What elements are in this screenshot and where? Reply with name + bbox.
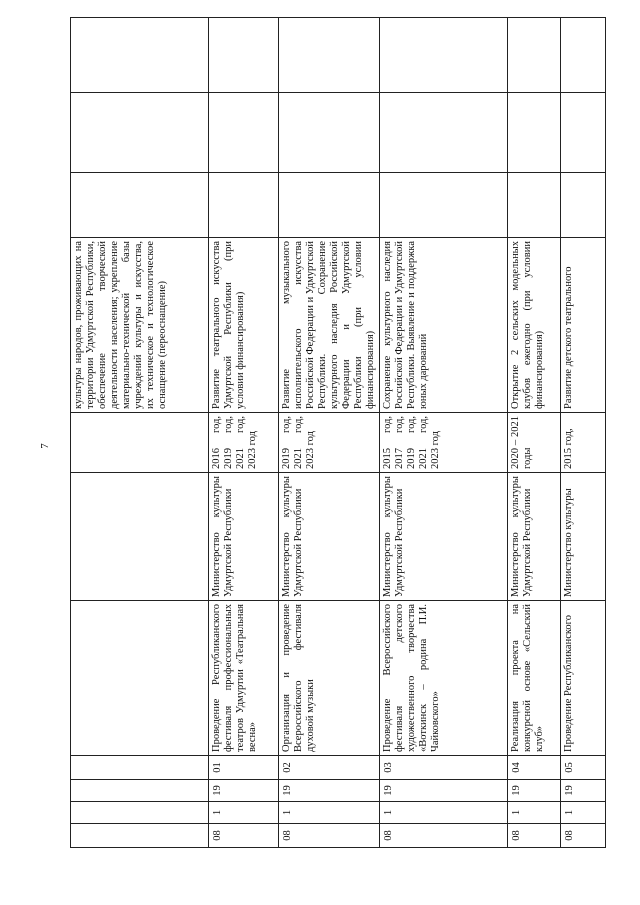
code-om: 19 xyxy=(508,780,561,802)
code-om xyxy=(71,780,209,802)
rotated-content xyxy=(70,18,575,848)
period-cell: 2019 год, 2021 год, 2023 год xyxy=(279,413,380,473)
period-cell xyxy=(71,413,209,473)
code-gp: 08 xyxy=(380,824,508,848)
rotated-page xyxy=(70,18,575,848)
event-name-cell: Организация и проведение Всероссийского фестиваля духовой музыки xyxy=(279,601,380,756)
extra-cell-3 xyxy=(71,18,209,93)
responsible-cell: Министерство культуры Удмуртской Республики xyxy=(380,473,508,601)
extra-cell-1 xyxy=(508,173,561,238)
code-gp: 08 xyxy=(508,824,561,848)
table-row xyxy=(71,18,209,848)
code-pp: 1 xyxy=(508,802,561,824)
extra-cell-1 xyxy=(380,173,508,238)
event-name-cell: Проведение Республиканского xyxy=(561,601,606,756)
extra-cell-3 xyxy=(508,18,561,93)
extra-cell-2 xyxy=(279,93,380,173)
result-cell: Развитие детского театрального xyxy=(561,238,606,413)
result-cell: культуры народов, проживающих на территории Удмуртской Республики, обеспечение творческой деятельности населения; укрепление материально-технической базы учреждений культуры и искусства, их техническое и технологическое оснащение (переоснащение) xyxy=(71,238,209,413)
code-pp: 1 xyxy=(380,802,508,824)
table-row xyxy=(561,18,606,848)
table-row xyxy=(279,18,380,848)
period-cell: 2016 год, 2019 год, 2021 год, 2023 год xyxy=(209,413,279,473)
code-om: 19 xyxy=(279,780,380,802)
extra-cell-3 xyxy=(561,18,606,93)
event-name-cell xyxy=(71,601,209,756)
responsible-cell: Министерство культуры xyxy=(561,473,606,601)
code-gp xyxy=(71,824,209,848)
code-pp: 1 xyxy=(561,802,606,824)
responsible-cell: Министерство культуры Удмуртской Республики xyxy=(508,473,561,601)
code-m: 05 xyxy=(561,756,606,780)
event-name-cell: Проведение Республиканского фестиваля профессиональных театров Удмуртии «Театральная весна» xyxy=(209,601,279,756)
code-m: 01 xyxy=(209,756,279,780)
result-cell: Открытие 2 сельских модельных клубов ежегодно (при условии финансирования) xyxy=(508,238,561,413)
event-name-cell: Проведение Всероссийского фестиваля детского художественного творчества «Воткинск – родина П.И. Чайковского» xyxy=(380,601,508,756)
result-cell: Развитие театрального искусства Удмуртской Республики (при условии финансирования) xyxy=(209,238,279,413)
code-gp: 08 xyxy=(279,824,380,848)
extra-cell-2 xyxy=(561,93,606,173)
extra-cell-2 xyxy=(508,93,561,173)
extra-cell-1 xyxy=(279,173,380,238)
event-name-cell: Реализация проекта на конкурсной основе «Сельский клуб» xyxy=(508,601,561,756)
responsible-cell xyxy=(71,473,209,601)
extra-cell-3 xyxy=(279,18,380,93)
code-gp: 08 xyxy=(209,824,279,848)
code-m: 04 xyxy=(508,756,561,780)
period-cell: 2015 год, xyxy=(561,413,606,473)
code-om: 19 xyxy=(380,780,508,802)
extra-cell-2 xyxy=(209,93,279,173)
table-row xyxy=(380,18,508,848)
code-pp: 1 xyxy=(279,802,380,824)
extra-cell-2 xyxy=(71,93,209,173)
code-pp: 1 xyxy=(209,802,279,824)
extra-cell-3 xyxy=(209,18,279,93)
code-m xyxy=(71,756,209,780)
code-om: 19 xyxy=(209,780,279,802)
code-m: 02 xyxy=(279,756,380,780)
extra-cell-1 xyxy=(209,173,279,238)
page-number: 7 xyxy=(39,443,51,449)
responsible-cell: Министерство культуры Удмуртской Республики xyxy=(279,473,380,601)
extra-cell-3 xyxy=(380,18,508,93)
result-cell: Развитие музыкального исполнительского искусства Российской Федерации и Удмуртской Республики. Сохранение культурного наследия Российской Федерации и Удмуртской Республики (при условии финансирования) xyxy=(279,238,380,413)
period-cell: 2015 год, 2017 год, 2019 год, 2021 год, 2023 год xyxy=(380,413,508,473)
extra-cell-1 xyxy=(561,173,606,238)
table-row xyxy=(209,18,279,848)
code-gp: 08 xyxy=(561,824,606,848)
period-cell: 2020 – 2021 годы xyxy=(508,413,561,473)
table-row xyxy=(508,18,561,848)
code-om: 19 xyxy=(561,780,606,802)
program-table xyxy=(70,17,606,848)
code-m: 03 xyxy=(380,756,508,780)
code-pp xyxy=(71,802,209,824)
extra-cell-2 xyxy=(380,93,508,173)
extra-cell-1 xyxy=(71,173,209,238)
result-cell: Сохранение культурного наследия Российской Федерации и Удмуртской Республики. Выявление и поддержка юных дарований xyxy=(380,238,508,413)
responsible-cell: Министерство культуры Удмуртской Республики xyxy=(209,473,279,601)
